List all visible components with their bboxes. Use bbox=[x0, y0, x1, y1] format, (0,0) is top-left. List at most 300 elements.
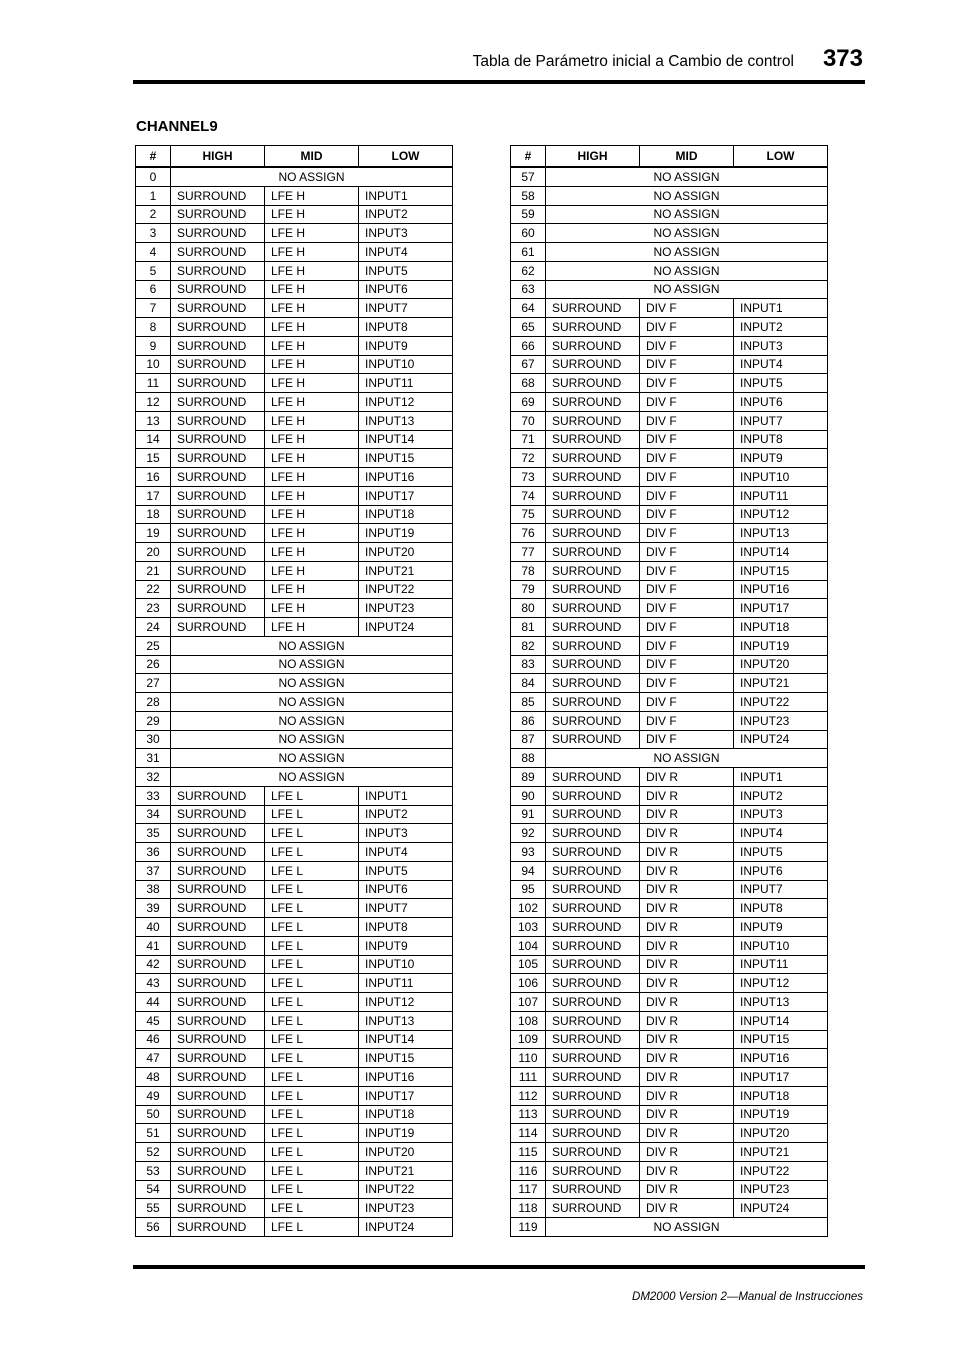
cell-number: 72 bbox=[511, 449, 546, 468]
cell-mid: LFE L bbox=[265, 1199, 359, 1218]
cell-high: SURROUND bbox=[171, 243, 265, 262]
cell-low: INPUT15 bbox=[734, 1030, 828, 1049]
cell-number: 4 bbox=[136, 243, 171, 262]
bottom-rule bbox=[133, 1265, 865, 1269]
cell-high: SURROUND bbox=[171, 374, 265, 393]
cell-mid: LFE H bbox=[265, 261, 359, 280]
cell-number: 66 bbox=[511, 336, 546, 355]
cell-low: INPUT13 bbox=[359, 411, 453, 430]
cell-low: INPUT2 bbox=[734, 786, 828, 805]
table-row bbox=[511, 186, 828, 205]
cell-number: 25 bbox=[136, 636, 171, 655]
table-row bbox=[136, 749, 453, 768]
cell-number: 112 bbox=[511, 1086, 546, 1105]
cell-number: 50 bbox=[136, 1105, 171, 1124]
cell-low: INPUT11 bbox=[734, 955, 828, 974]
cell-mid: DIV R bbox=[640, 805, 734, 824]
cell-number: 77 bbox=[511, 543, 546, 562]
cell-low: INPUT4 bbox=[734, 824, 828, 843]
cell-low: INPUT20 bbox=[359, 1143, 453, 1162]
cell-number: 67 bbox=[511, 355, 546, 374]
table-row bbox=[511, 205, 828, 224]
table-row bbox=[136, 674, 453, 693]
cell-mid: DIV F bbox=[640, 524, 734, 543]
cell-high: SURROUND bbox=[546, 374, 640, 393]
cell-high: SURROUND bbox=[171, 824, 265, 843]
cell-number: 106 bbox=[511, 974, 546, 993]
cell-low: INPUT2 bbox=[734, 318, 828, 337]
cell-number: 41 bbox=[136, 936, 171, 955]
cell-no-assign: NO ASSIGN bbox=[171, 711, 453, 730]
cell-high: SURROUND bbox=[546, 899, 640, 918]
table-row bbox=[136, 768, 453, 787]
table-row bbox=[136, 468, 453, 487]
table-row bbox=[511, 599, 828, 618]
cell-mid: DIV F bbox=[640, 655, 734, 674]
table-header-row bbox=[136, 146, 453, 168]
cell-high: SURROUND bbox=[546, 505, 640, 524]
cell-number: 76 bbox=[511, 524, 546, 543]
table-row bbox=[511, 861, 828, 880]
column-header-number: # bbox=[136, 146, 171, 168]
cell-low: INPUT18 bbox=[359, 1105, 453, 1124]
cell-mid: DIV F bbox=[640, 636, 734, 655]
cell-number: 82 bbox=[511, 636, 546, 655]
table-row bbox=[511, 580, 828, 599]
page-number: 373 bbox=[822, 45, 863, 72]
table-row bbox=[136, 636, 453, 655]
cell-number: 109 bbox=[511, 1030, 546, 1049]
cell-mid: LFE L bbox=[265, 918, 359, 937]
cell-high: SURROUND bbox=[546, 636, 640, 655]
cell-high: SURROUND bbox=[171, 899, 265, 918]
table-row bbox=[511, 411, 828, 430]
cell-high: SURROUND bbox=[546, 1011, 640, 1030]
cell-high: SURROUND bbox=[171, 1199, 265, 1218]
cell-high: SURROUND bbox=[171, 1011, 265, 1030]
cell-number: 1 bbox=[136, 186, 171, 205]
cell-number: 17 bbox=[136, 486, 171, 505]
cell-low: INPUT15 bbox=[359, 449, 453, 468]
table-row bbox=[136, 449, 453, 468]
cell-mid: LFE L bbox=[265, 955, 359, 974]
table-row bbox=[511, 1030, 828, 1049]
cell-mid: DIV R bbox=[640, 1180, 734, 1199]
cell-low: INPUT24 bbox=[734, 730, 828, 749]
cell-low: INPUT6 bbox=[734, 861, 828, 880]
cell-low: INPUT20 bbox=[734, 1124, 828, 1143]
column-header-mid: MID bbox=[265, 146, 359, 168]
table-row bbox=[136, 730, 453, 749]
cell-high: SURROUND bbox=[546, 955, 640, 974]
table-row bbox=[511, 918, 828, 937]
table-row bbox=[511, 261, 828, 280]
cell-high: SURROUND bbox=[171, 843, 265, 862]
cell-low: INPUT5 bbox=[359, 861, 453, 880]
cell-low: INPUT18 bbox=[359, 505, 453, 524]
cell-mid: DIV F bbox=[640, 299, 734, 318]
cell-no-assign: NO ASSIGN bbox=[171, 768, 453, 787]
cell-mid: LFE H bbox=[265, 411, 359, 430]
table-row bbox=[136, 393, 453, 412]
cell-mid: DIV R bbox=[640, 1011, 734, 1030]
table-row bbox=[511, 243, 828, 262]
header-title: Tabla de Parámetro inicial a Cambio de control bbox=[472, 53, 794, 70]
cell-low: INPUT16 bbox=[359, 1068, 453, 1087]
table-row bbox=[511, 486, 828, 505]
cell-high: SURROUND bbox=[171, 805, 265, 824]
cell-number: 6 bbox=[136, 280, 171, 299]
table-row bbox=[511, 674, 828, 693]
cell-mid: LFE H bbox=[265, 524, 359, 543]
cell-low: INPUT17 bbox=[359, 486, 453, 505]
table-row bbox=[511, 786, 828, 805]
table-row bbox=[511, 618, 828, 637]
cell-low: INPUT14 bbox=[734, 543, 828, 562]
cell-mid: DIV R bbox=[640, 974, 734, 993]
cell-mid: DIV F bbox=[640, 355, 734, 374]
top-rule bbox=[133, 80, 865, 84]
table-row bbox=[136, 1161, 453, 1180]
cell-mid: LFE H bbox=[265, 280, 359, 299]
cell-low: INPUT19 bbox=[359, 524, 453, 543]
cell-high: SURROUND bbox=[171, 786, 265, 805]
cell-mid: LFE H bbox=[265, 224, 359, 243]
cell-number: 114 bbox=[511, 1124, 546, 1143]
cell-low: INPUT10 bbox=[359, 355, 453, 374]
cell-high: SURROUND bbox=[171, 1124, 265, 1143]
cell-high: SURROUND bbox=[171, 280, 265, 299]
cell-low: INPUT8 bbox=[734, 430, 828, 449]
cell-high: SURROUND bbox=[546, 1124, 640, 1143]
cell-high: SURROUND bbox=[171, 918, 265, 937]
cell-low: INPUT10 bbox=[734, 468, 828, 487]
cell-number: 69 bbox=[511, 393, 546, 412]
table-row bbox=[511, 1124, 828, 1143]
table-row bbox=[136, 1105, 453, 1124]
cell-number: 79 bbox=[511, 580, 546, 599]
table-row bbox=[511, 449, 828, 468]
cell-number: 62 bbox=[511, 261, 546, 280]
table-row bbox=[511, 280, 828, 299]
table-row bbox=[136, 205, 453, 224]
cell-low: INPUT7 bbox=[359, 299, 453, 318]
table-row bbox=[136, 374, 453, 393]
cell-high: SURROUND bbox=[171, 318, 265, 337]
cell-number: 45 bbox=[136, 1011, 171, 1030]
cell-low: INPUT21 bbox=[734, 674, 828, 693]
cell-mid: LFE H bbox=[265, 468, 359, 487]
cell-low: INPUT6 bbox=[359, 280, 453, 299]
cell-number: 84 bbox=[511, 674, 546, 693]
cell-mid: LFE L bbox=[265, 843, 359, 862]
cell-low: INPUT18 bbox=[734, 618, 828, 637]
cell-mid: DIV F bbox=[640, 730, 734, 749]
cell-high: SURROUND bbox=[171, 355, 265, 374]
cell-low: INPUT20 bbox=[359, 543, 453, 562]
section-title: CHANNEL9 bbox=[136, 118, 218, 135]
cell-number: 80 bbox=[511, 599, 546, 618]
table-row bbox=[511, 167, 828, 186]
cell-high: SURROUND bbox=[171, 993, 265, 1012]
cell-low: INPUT19 bbox=[734, 636, 828, 655]
table-row bbox=[136, 1068, 453, 1087]
cell-number: 28 bbox=[136, 693, 171, 712]
cell-high: SURROUND bbox=[546, 768, 640, 787]
cell-low: INPUT9 bbox=[359, 936, 453, 955]
cell-mid: LFE L bbox=[265, 861, 359, 880]
table-row bbox=[136, 430, 453, 449]
column-header-low: LOW bbox=[359, 146, 453, 168]
cell-mid: DIV F bbox=[640, 486, 734, 505]
cell-low: INPUT21 bbox=[359, 561, 453, 580]
cell-high: SURROUND bbox=[546, 430, 640, 449]
cell-low: INPUT9 bbox=[734, 918, 828, 937]
table-row bbox=[136, 299, 453, 318]
cell-low: INPUT16 bbox=[359, 468, 453, 487]
cell-mid: LFE L bbox=[265, 1011, 359, 1030]
cell-mid: LFE L bbox=[265, 1068, 359, 1087]
table-row bbox=[136, 186, 453, 205]
cell-high: SURROUND bbox=[171, 430, 265, 449]
cell-low: INPUT5 bbox=[359, 261, 453, 280]
cell-number: 81 bbox=[511, 618, 546, 637]
cell-high: SURROUND bbox=[171, 543, 265, 562]
cell-mid: LFE H bbox=[265, 599, 359, 618]
cell-number: 51 bbox=[136, 1124, 171, 1143]
cell-high: SURROUND bbox=[171, 1180, 265, 1199]
cell-number: 3 bbox=[136, 224, 171, 243]
cell-number: 31 bbox=[136, 749, 171, 768]
cell-low: INPUT13 bbox=[359, 1011, 453, 1030]
cell-mid: LFE H bbox=[265, 299, 359, 318]
cell-number: 57 bbox=[511, 167, 546, 186]
table-row bbox=[511, 1068, 828, 1087]
cell-mid: DIV F bbox=[640, 711, 734, 730]
cell-high: SURROUND bbox=[546, 449, 640, 468]
cell-high: SURROUND bbox=[171, 1049, 265, 1068]
cell-low: INPUT20 bbox=[734, 655, 828, 674]
cell-mid: DIV F bbox=[640, 449, 734, 468]
cell-low: INPUT14 bbox=[359, 1030, 453, 1049]
cell-mid: LFE H bbox=[265, 374, 359, 393]
cell-high: SURROUND bbox=[171, 393, 265, 412]
cell-high: SURROUND bbox=[171, 599, 265, 618]
table-row bbox=[511, 1011, 828, 1030]
cell-no-assign: NO ASSIGN bbox=[171, 693, 453, 712]
cell-number: 104 bbox=[511, 936, 546, 955]
cell-number: 105 bbox=[511, 955, 546, 974]
cell-low: INPUT2 bbox=[359, 805, 453, 824]
table-row bbox=[511, 505, 828, 524]
cell-number: 103 bbox=[511, 918, 546, 937]
cell-low: INPUT17 bbox=[734, 599, 828, 618]
cell-mid: LFE L bbox=[265, 1086, 359, 1105]
cell-high: SURROUND bbox=[546, 524, 640, 543]
cell-number: 60 bbox=[511, 224, 546, 243]
cell-number: 61 bbox=[511, 243, 546, 262]
cell-mid: DIV R bbox=[640, 1049, 734, 1068]
cell-number: 43 bbox=[136, 974, 171, 993]
cell-high: SURROUND bbox=[546, 1086, 640, 1105]
cell-low: INPUT11 bbox=[734, 486, 828, 505]
cell-mid: LFE H bbox=[265, 393, 359, 412]
cell-low: INPUT15 bbox=[734, 561, 828, 580]
cell-mid: DIV F bbox=[640, 336, 734, 355]
table-row bbox=[136, 561, 453, 580]
cell-low: INPUT12 bbox=[734, 974, 828, 993]
cell-low: INPUT23 bbox=[359, 599, 453, 618]
table-row bbox=[136, 224, 453, 243]
cell-low: INPUT22 bbox=[359, 580, 453, 599]
cell-high: SURROUND bbox=[171, 1105, 265, 1124]
cell-low: INPUT3 bbox=[734, 805, 828, 824]
cell-number: 37 bbox=[136, 861, 171, 880]
cell-mid: DIV F bbox=[640, 430, 734, 449]
cell-low: INPUT7 bbox=[734, 411, 828, 430]
table-row bbox=[511, 336, 828, 355]
table-row bbox=[511, 1105, 828, 1124]
cell-number: 64 bbox=[511, 299, 546, 318]
cell-high: SURROUND bbox=[546, 861, 640, 880]
table-row bbox=[136, 599, 453, 618]
cell-mid: LFE L bbox=[265, 899, 359, 918]
cell-mid: DIV F bbox=[640, 561, 734, 580]
cell-high: SURROUND bbox=[546, 993, 640, 1012]
table-row bbox=[136, 280, 453, 299]
table-row bbox=[136, 243, 453, 262]
table-row bbox=[136, 524, 453, 543]
cell-number: 94 bbox=[511, 861, 546, 880]
table-row bbox=[511, 805, 828, 824]
table-row bbox=[136, 411, 453, 430]
table-row bbox=[511, 468, 828, 487]
table-row bbox=[511, 393, 828, 412]
table-row bbox=[136, 1030, 453, 1049]
cell-low: INPUT9 bbox=[734, 449, 828, 468]
cell-number: 73 bbox=[511, 468, 546, 487]
cell-high: SURROUND bbox=[546, 336, 640, 355]
table-row bbox=[136, 1011, 453, 1030]
table-row bbox=[511, 655, 828, 674]
cell-number: 14 bbox=[136, 430, 171, 449]
cell-number: 83 bbox=[511, 655, 546, 674]
cell-number: 58 bbox=[511, 186, 546, 205]
cell-mid: DIV F bbox=[640, 580, 734, 599]
cell-high: SURROUND bbox=[171, 974, 265, 993]
table-row bbox=[511, 1218, 828, 1237]
cell-high: SURROUND bbox=[171, 486, 265, 505]
cell-number: 46 bbox=[136, 1030, 171, 1049]
cell-high: SURROUND bbox=[171, 561, 265, 580]
cell-mid: LFE L bbox=[265, 1161, 359, 1180]
cell-high: SURROUND bbox=[171, 449, 265, 468]
cell-number: 52 bbox=[136, 1143, 171, 1162]
table-row bbox=[136, 711, 453, 730]
cell-mid: DIV R bbox=[640, 1086, 734, 1105]
cell-mid: LFE L bbox=[265, 1124, 359, 1143]
table-row bbox=[511, 993, 828, 1012]
cell-low: INPUT8 bbox=[359, 318, 453, 337]
cell-high: SURROUND bbox=[546, 299, 640, 318]
cell-mid: LFE L bbox=[265, 974, 359, 993]
table-row bbox=[511, 730, 828, 749]
cell-high: SURROUND bbox=[546, 824, 640, 843]
table-row bbox=[511, 1180, 828, 1199]
cell-number: 113 bbox=[511, 1105, 546, 1124]
table-row bbox=[136, 336, 453, 355]
cell-high: SURROUND bbox=[546, 618, 640, 637]
cell-low: INPUT6 bbox=[734, 393, 828, 412]
cell-number: 47 bbox=[136, 1049, 171, 1068]
cell-no-assign: NO ASSIGN bbox=[171, 167, 453, 186]
cell-high: SURROUND bbox=[546, 655, 640, 674]
cell-mid: DIV F bbox=[640, 543, 734, 562]
cell-mid: DIV R bbox=[640, 861, 734, 880]
table-row bbox=[136, 993, 453, 1012]
table-row bbox=[136, 843, 453, 862]
cell-low: INPUT3 bbox=[359, 224, 453, 243]
table-row bbox=[136, 1143, 453, 1162]
cell-number: 11 bbox=[136, 374, 171, 393]
cell-mid: DIV R bbox=[640, 1030, 734, 1049]
cell-mid: LFE L bbox=[265, 880, 359, 899]
column-header-number: # bbox=[511, 146, 546, 168]
cell-number: 85 bbox=[511, 693, 546, 712]
cell-high: SURROUND bbox=[171, 186, 265, 205]
cell-high: SURROUND bbox=[171, 861, 265, 880]
cell-high: SURROUND bbox=[171, 299, 265, 318]
cell-low: INPUT18 bbox=[734, 1086, 828, 1105]
cell-number: 95 bbox=[511, 880, 546, 899]
cell-high: SURROUND bbox=[546, 711, 640, 730]
cell-number: 40 bbox=[136, 918, 171, 937]
cell-number: 26 bbox=[136, 655, 171, 674]
cell-number: 89 bbox=[511, 768, 546, 787]
cell-low: INPUT5 bbox=[734, 843, 828, 862]
cell-number: 93 bbox=[511, 843, 546, 862]
cell-mid: LFE H bbox=[265, 243, 359, 262]
cell-number: 30 bbox=[136, 730, 171, 749]
cell-low: INPUT8 bbox=[359, 918, 453, 937]
cell-high: SURROUND bbox=[171, 524, 265, 543]
cell-number: 22 bbox=[136, 580, 171, 599]
cell-high: SURROUND bbox=[171, 224, 265, 243]
cell-high: SURROUND bbox=[546, 1143, 640, 1162]
column-header-high: HIGH bbox=[171, 146, 265, 168]
cell-low: INPUT23 bbox=[734, 711, 828, 730]
column-header-mid: MID bbox=[640, 146, 734, 168]
cell-low: INPUT16 bbox=[734, 580, 828, 599]
cell-high: SURROUND bbox=[546, 411, 640, 430]
table-row bbox=[511, 768, 828, 787]
cell-number: 10 bbox=[136, 355, 171, 374]
cell-number: 36 bbox=[136, 843, 171, 862]
cell-mid: LFE H bbox=[265, 449, 359, 468]
cell-high: SURROUND bbox=[546, 674, 640, 693]
table-row bbox=[511, 1199, 828, 1218]
footer-text: DM2000 Version 2—Manual de Instrucciones bbox=[632, 1291, 863, 1303]
table-header-row bbox=[511, 146, 828, 168]
cell-low: INPUT19 bbox=[359, 1124, 453, 1143]
cell-high: SURROUND bbox=[171, 505, 265, 524]
table-row bbox=[511, 974, 828, 993]
table-row bbox=[136, 1180, 453, 1199]
cell-high: SURROUND bbox=[546, 786, 640, 805]
cell-mid: LFE H bbox=[265, 543, 359, 562]
cell-high: SURROUND bbox=[546, 1030, 640, 1049]
cell-number: 54 bbox=[136, 1180, 171, 1199]
